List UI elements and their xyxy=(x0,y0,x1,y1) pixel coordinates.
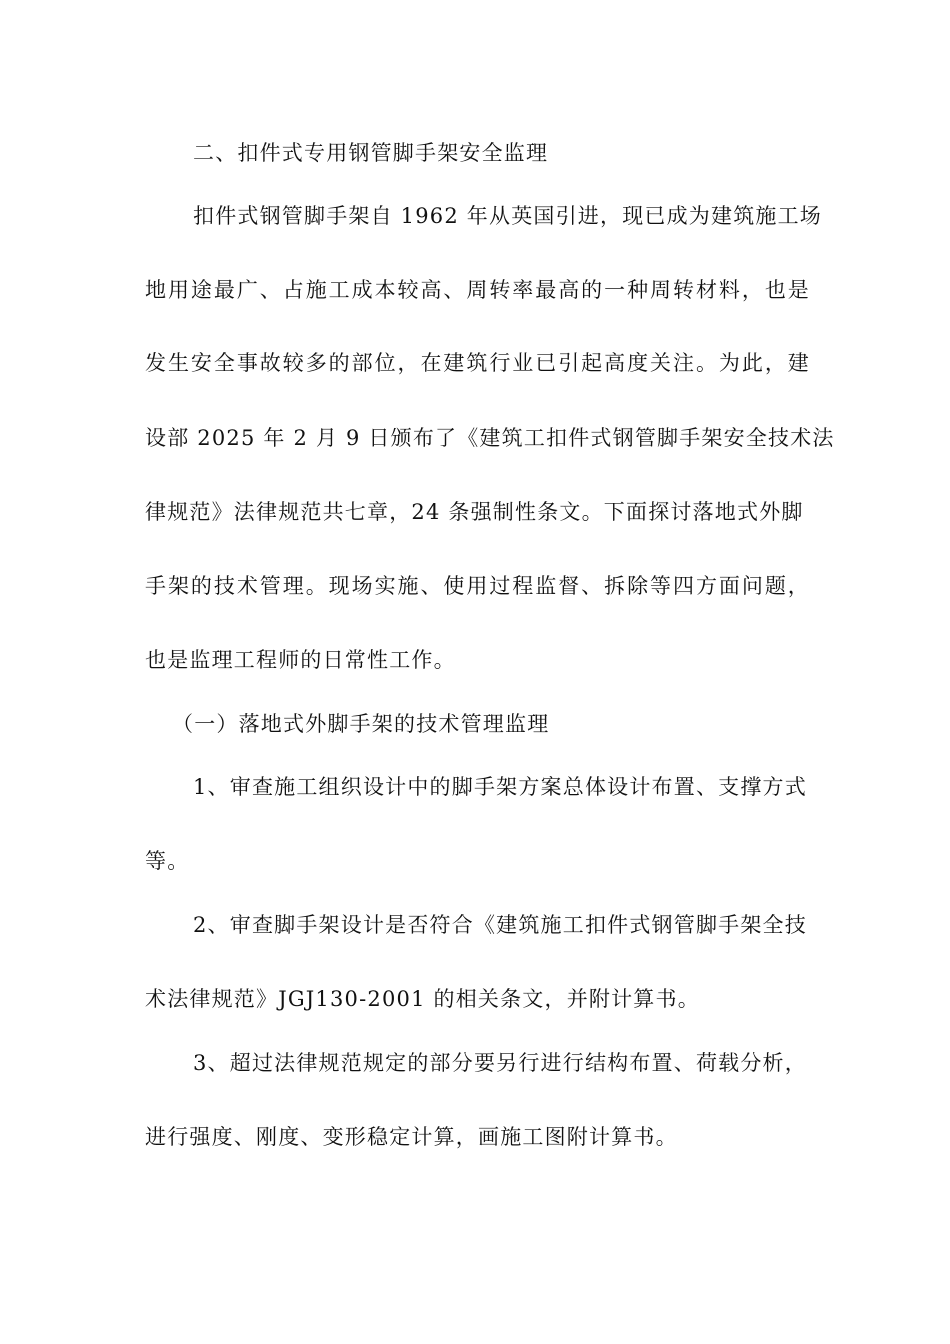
list-item-line: 等。 xyxy=(145,849,190,873)
subsection-heading: （一）落地式外脚手架的技术管理监理 xyxy=(172,712,550,736)
list-item-line: 1、审查施工组织设计中的脚手架方案总体设计布置、支撑方式 xyxy=(193,775,807,799)
section-heading: 二、扣件式专用钢管脚手架安全监理 xyxy=(193,141,549,165)
paragraph-line: 律规范》法律规范共七章，24 条强制性条文。下面探讨落地式外脚 xyxy=(145,500,804,524)
paragraph-line: 发生安全事故较多的部位，在建筑行业已引起高度关注。为此，建 xyxy=(145,351,810,375)
list-item-line: 2、审查脚手架设计是否符合《建筑施工扣件式钢管脚手架全技 xyxy=(193,913,807,937)
list-item-line: 3、超过法律规范规定的部分要另行进行结构布置、荷载分析， xyxy=(193,1051,807,1075)
paragraph-line: 扣件式钢管脚手架自 1962 年从英国引进，现已成为建筑施工场 xyxy=(193,204,822,228)
paragraph-line: 地用途最广、占施工成本较高、周转率最高的一种周转材料，也是 xyxy=(145,278,810,302)
paragraph-line: 手架的技术管理。现场实施、使用过程监督、拆除等四方面问题， xyxy=(145,574,810,598)
list-item-line: 进行强度、刚度、变形稳定计算，画施工图附计算书。 xyxy=(145,1125,678,1149)
paragraph-line: 设部 2025 年 2 月 9 日颁布了《建筑工扣件式钢管脚手架安全技术法 xyxy=(145,426,835,450)
paragraph-line: 也是监理工程师的日常性工作。 xyxy=(145,648,456,672)
list-item-line: 术法律规范》JGJ130-2001 的相关条文，并附计算书。 xyxy=(145,987,700,1011)
